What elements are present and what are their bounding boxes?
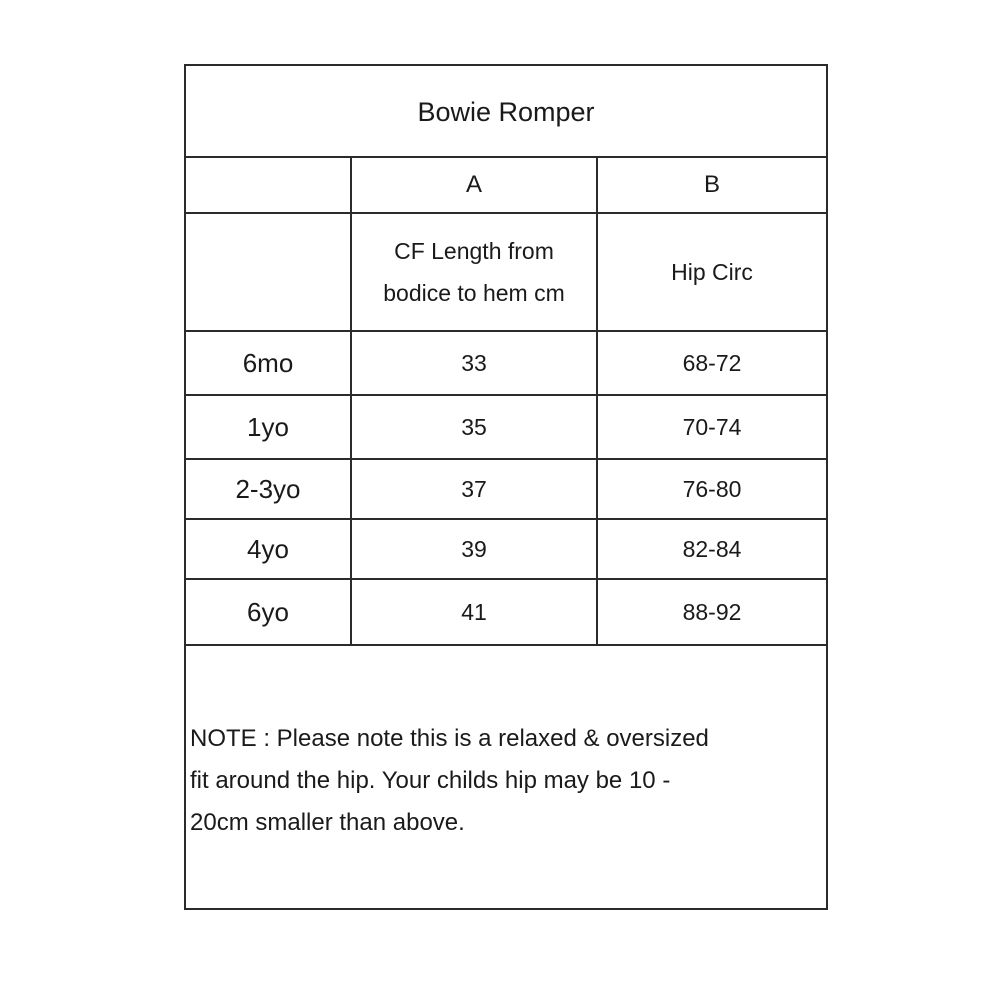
row-size-label: 4yo [247, 533, 289, 564]
cf-length-value: 33 [461, 349, 487, 376]
chart-title: Bowie Romper [417, 96, 595, 127]
hip-circ-value: 88-92 [682, 598, 742, 625]
cf-length-value: 35 [461, 413, 487, 440]
column-b-description: Hip Circ [671, 259, 753, 285]
row-size-label: 2-3yo [235, 473, 301, 504]
column-a-description-line: CF Length from [394, 238, 554, 264]
fit-note-line: NOTE : Please note this is a relaxed & oversized [190, 725, 709, 752]
divider [186, 644, 826, 646]
cf-length-value: 39 [461, 535, 487, 562]
row-size-label: 1yo [247, 411, 289, 442]
column-b-header: B [703, 171, 720, 198]
fit-note [190, 718, 820, 844]
row-size-label: 6mo [242, 347, 294, 378]
row-size-label: 6yo [247, 596, 289, 627]
fit-note-line: fit around the hip. Your childs hip may be 10 - [190, 767, 671, 794]
fit-note-line: 20cm smaller than above. [190, 809, 465, 836]
hip-circ-value: 68-72 [682, 349, 742, 376]
size-chart-table [184, 64, 828, 910]
hip-circ-value: 70-74 [682, 413, 742, 440]
column-a-description [352, 214, 596, 330]
cf-length-value: 41 [461, 598, 487, 625]
hip-circ-value: 82-84 [682, 535, 742, 562]
cf-length-value: 37 [461, 475, 487, 502]
column-a-header: A [465, 171, 482, 198]
hip-circ-value: 76-80 [682, 475, 742, 502]
column-a-description-line: bodice to hem cm [383, 280, 565, 306]
